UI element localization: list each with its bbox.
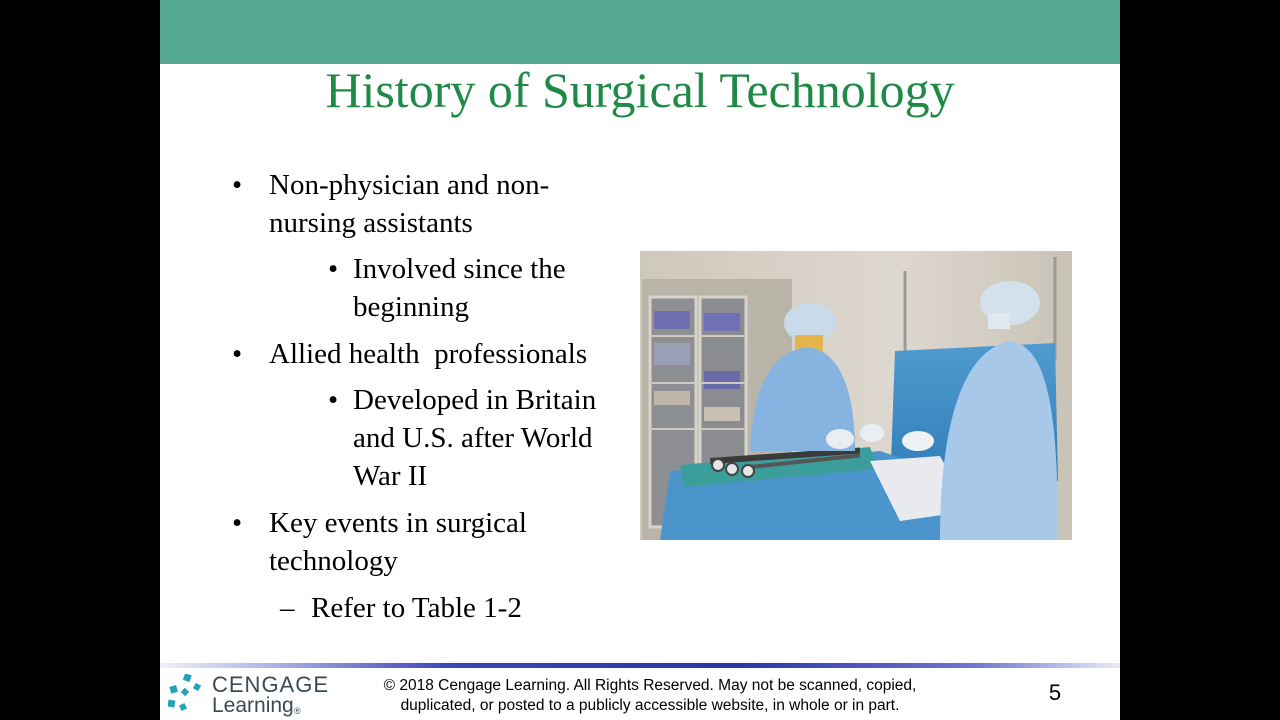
slide	[160, 0, 1120, 720]
header-band	[160, 0, 1120, 64]
footer-rule	[160, 663, 1120, 668]
bullet-text: nursing assistants	[269, 207, 473, 239]
logo-wordmark: CENGAGE	[212, 672, 330, 697]
bullet-marker: •	[328, 384, 339, 416]
logo-registered-mark: ®	[294, 706, 301, 716]
bullet-text: technology	[269, 545, 398, 577]
bullet-marker: •	[328, 253, 339, 285]
bullet-text: Allied health professionals	[269, 338, 588, 370]
bullet-text: beginning	[353, 291, 469, 323]
bullet-text: Involved since the	[353, 253, 566, 285]
bullet-marker: •	[232, 169, 243, 201]
bullet-text: Non-physician and non-	[269, 169, 550, 201]
bullet-marker: •	[232, 338, 243, 370]
slide-title: History of Surgical Technology	[325, 62, 955, 118]
copyright-line: © 2018 Cengage Learning. All Rights Reserved. May not be scanned, copied,	[383, 677, 917, 694]
bullet-text: War II	[353, 460, 428, 492]
bullet-marker: •	[232, 507, 243, 539]
bullet-text: Refer to Table 1-2	[311, 592, 522, 624]
bullet-marker: –	[280, 592, 295, 624]
logo-sub-wordmark: Learning	[212, 694, 294, 717]
bullet-text: and U.S. after World	[353, 422, 593, 454]
copyright-notice	[350, 676, 950, 716]
cengage-mark-icon	[168, 674, 208, 714]
copyright-line: duplicated, or posted to a publicly accessible website, in whole or in part.	[400, 697, 900, 714]
cengage-logo	[168, 672, 328, 718]
bullet-text: Key events in surgical	[269, 507, 527, 539]
surgery-photo	[640, 251, 1072, 540]
bullet-text: Developed in Britain	[353, 384, 597, 416]
page-number: 5	[1048, 680, 1062, 705]
